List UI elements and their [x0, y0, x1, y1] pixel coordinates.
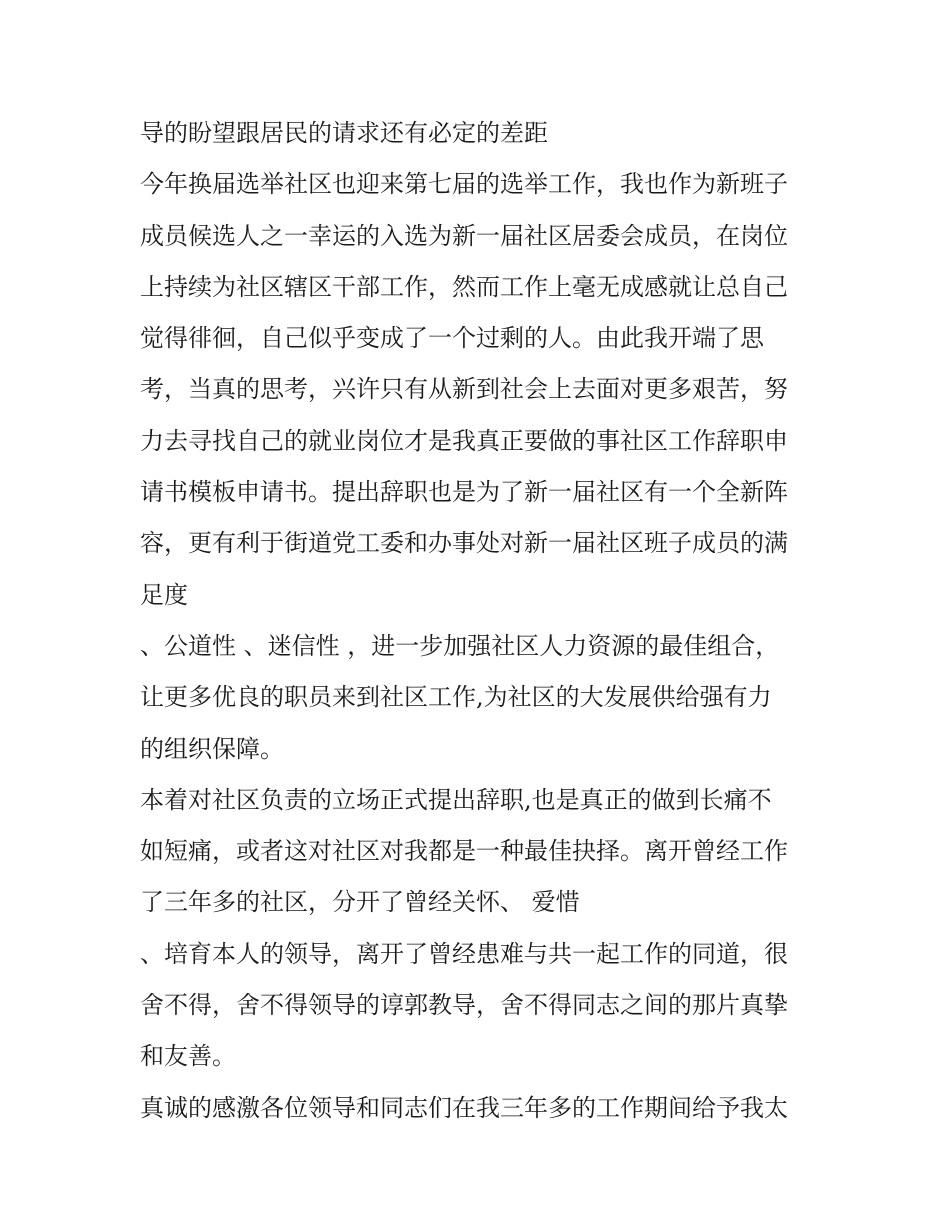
text-line: 觉得徘徊，自己似乎变成了一个过剩的人。由此我开端了思	[140, 324, 764, 353]
text-line: 容，更有利于街道党工委和办事处对新一届社区班子成员的满	[140, 529, 788, 558]
document-body	[140, 108, 820, 1134]
text-line: 如短痛，或者这对社区对我都是一种最佳抉择。离开曾经工作	[140, 837, 788, 866]
text-line: 力去寻找自己的就业岗位才是我真正要做的事社区工作辞职申	[140, 426, 788, 455]
text-line: 和友善。	[140, 1042, 236, 1071]
text-line: 成员候选人之一幸运的入选为新一届社区居委会成员，在岗位	[140, 221, 788, 250]
text-line: 上持续为社区辖区干部工作，然而工作上毫无成感就让总自己	[140, 272, 788, 301]
text-line: 让更多优良的职员来到社区工作,为社区的大发展供给强有力	[140, 683, 772, 712]
text-line: 、公道性 、迷信性 ，进一步加强社区人力资源的最佳组合，	[140, 631, 780, 660]
text-line: 导的盼望跟居民的请求还有必定的差距	[140, 119, 548, 147]
text-line: 舍不得，舍不得领导的谆郭教导，舍不得同志之间的那片真挚	[140, 991, 788, 1020]
text-line: 考，当真的思考，兴许只有从新到社会上去面对更多艰苦，努	[140, 375, 788, 404]
text-line: 了三年多的社区，分开了曾经关怀、 爱惜	[140, 888, 580, 917]
text-line: 足度	[140, 580, 188, 609]
text-line: 、培育本人的领导，离开了曾经患难与共一起工作的同道，很	[140, 939, 788, 968]
text-line: 本着对社区负责的立场正式提出辞职,也是真正的做到长痛不	[140, 785, 772, 814]
text-line: 今年换届选举社区也迎来第七届的选举工作，我也作为新班子	[140, 170, 788, 199]
text-line: 的组织保障。	[140, 734, 284, 763]
text-line: 真诚的感激各位领导和同志们在我三年多的工作期间给予我太	[140, 1093, 788, 1122]
text-line: 请书模板申请书。提出辞职也是为了新一届社区有一个全新阵	[140, 478, 788, 507]
